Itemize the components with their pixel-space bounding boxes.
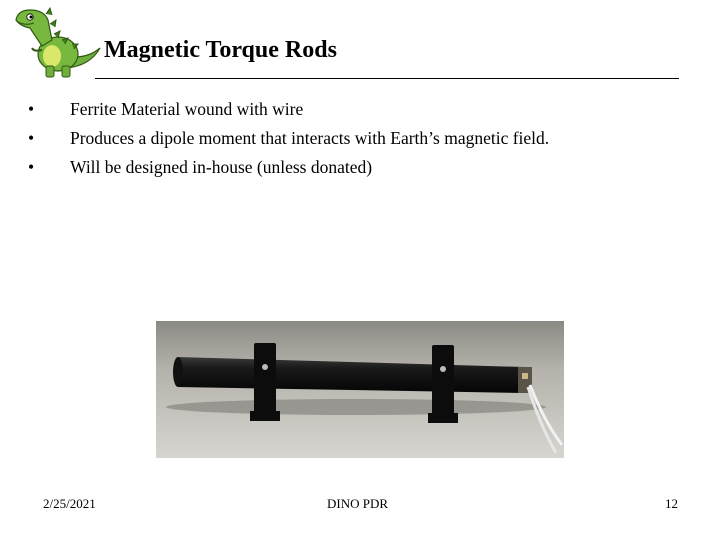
torque-rod-photo [156,321,564,458]
footer-date: 2/25/2021 [43,496,96,511]
bullet-glyph: • [28,99,35,119]
bullet-glyph: • [28,157,35,177]
bullet-item [28,124,549,153]
bullet-glyph: • [28,128,35,148]
bullet-text: Will be designed in-house (unless donated) [70,157,373,177]
title-divider [95,78,679,79]
footer-title: DINO PDR [327,496,389,511]
bullet-list [28,95,549,182]
bullet-item [28,153,549,182]
bullet-item [28,95,549,124]
dinosaur-logo-icon [6,4,102,80]
slide-title: Magnetic Torque Rods [104,37,337,63]
bullet-text: Produces a dipole moment that interacts with Earth’s magnetic field. [70,128,550,148]
page-number: 12 [665,496,678,511]
bullet-text: Ferrite Material wound with wire [70,99,304,119]
